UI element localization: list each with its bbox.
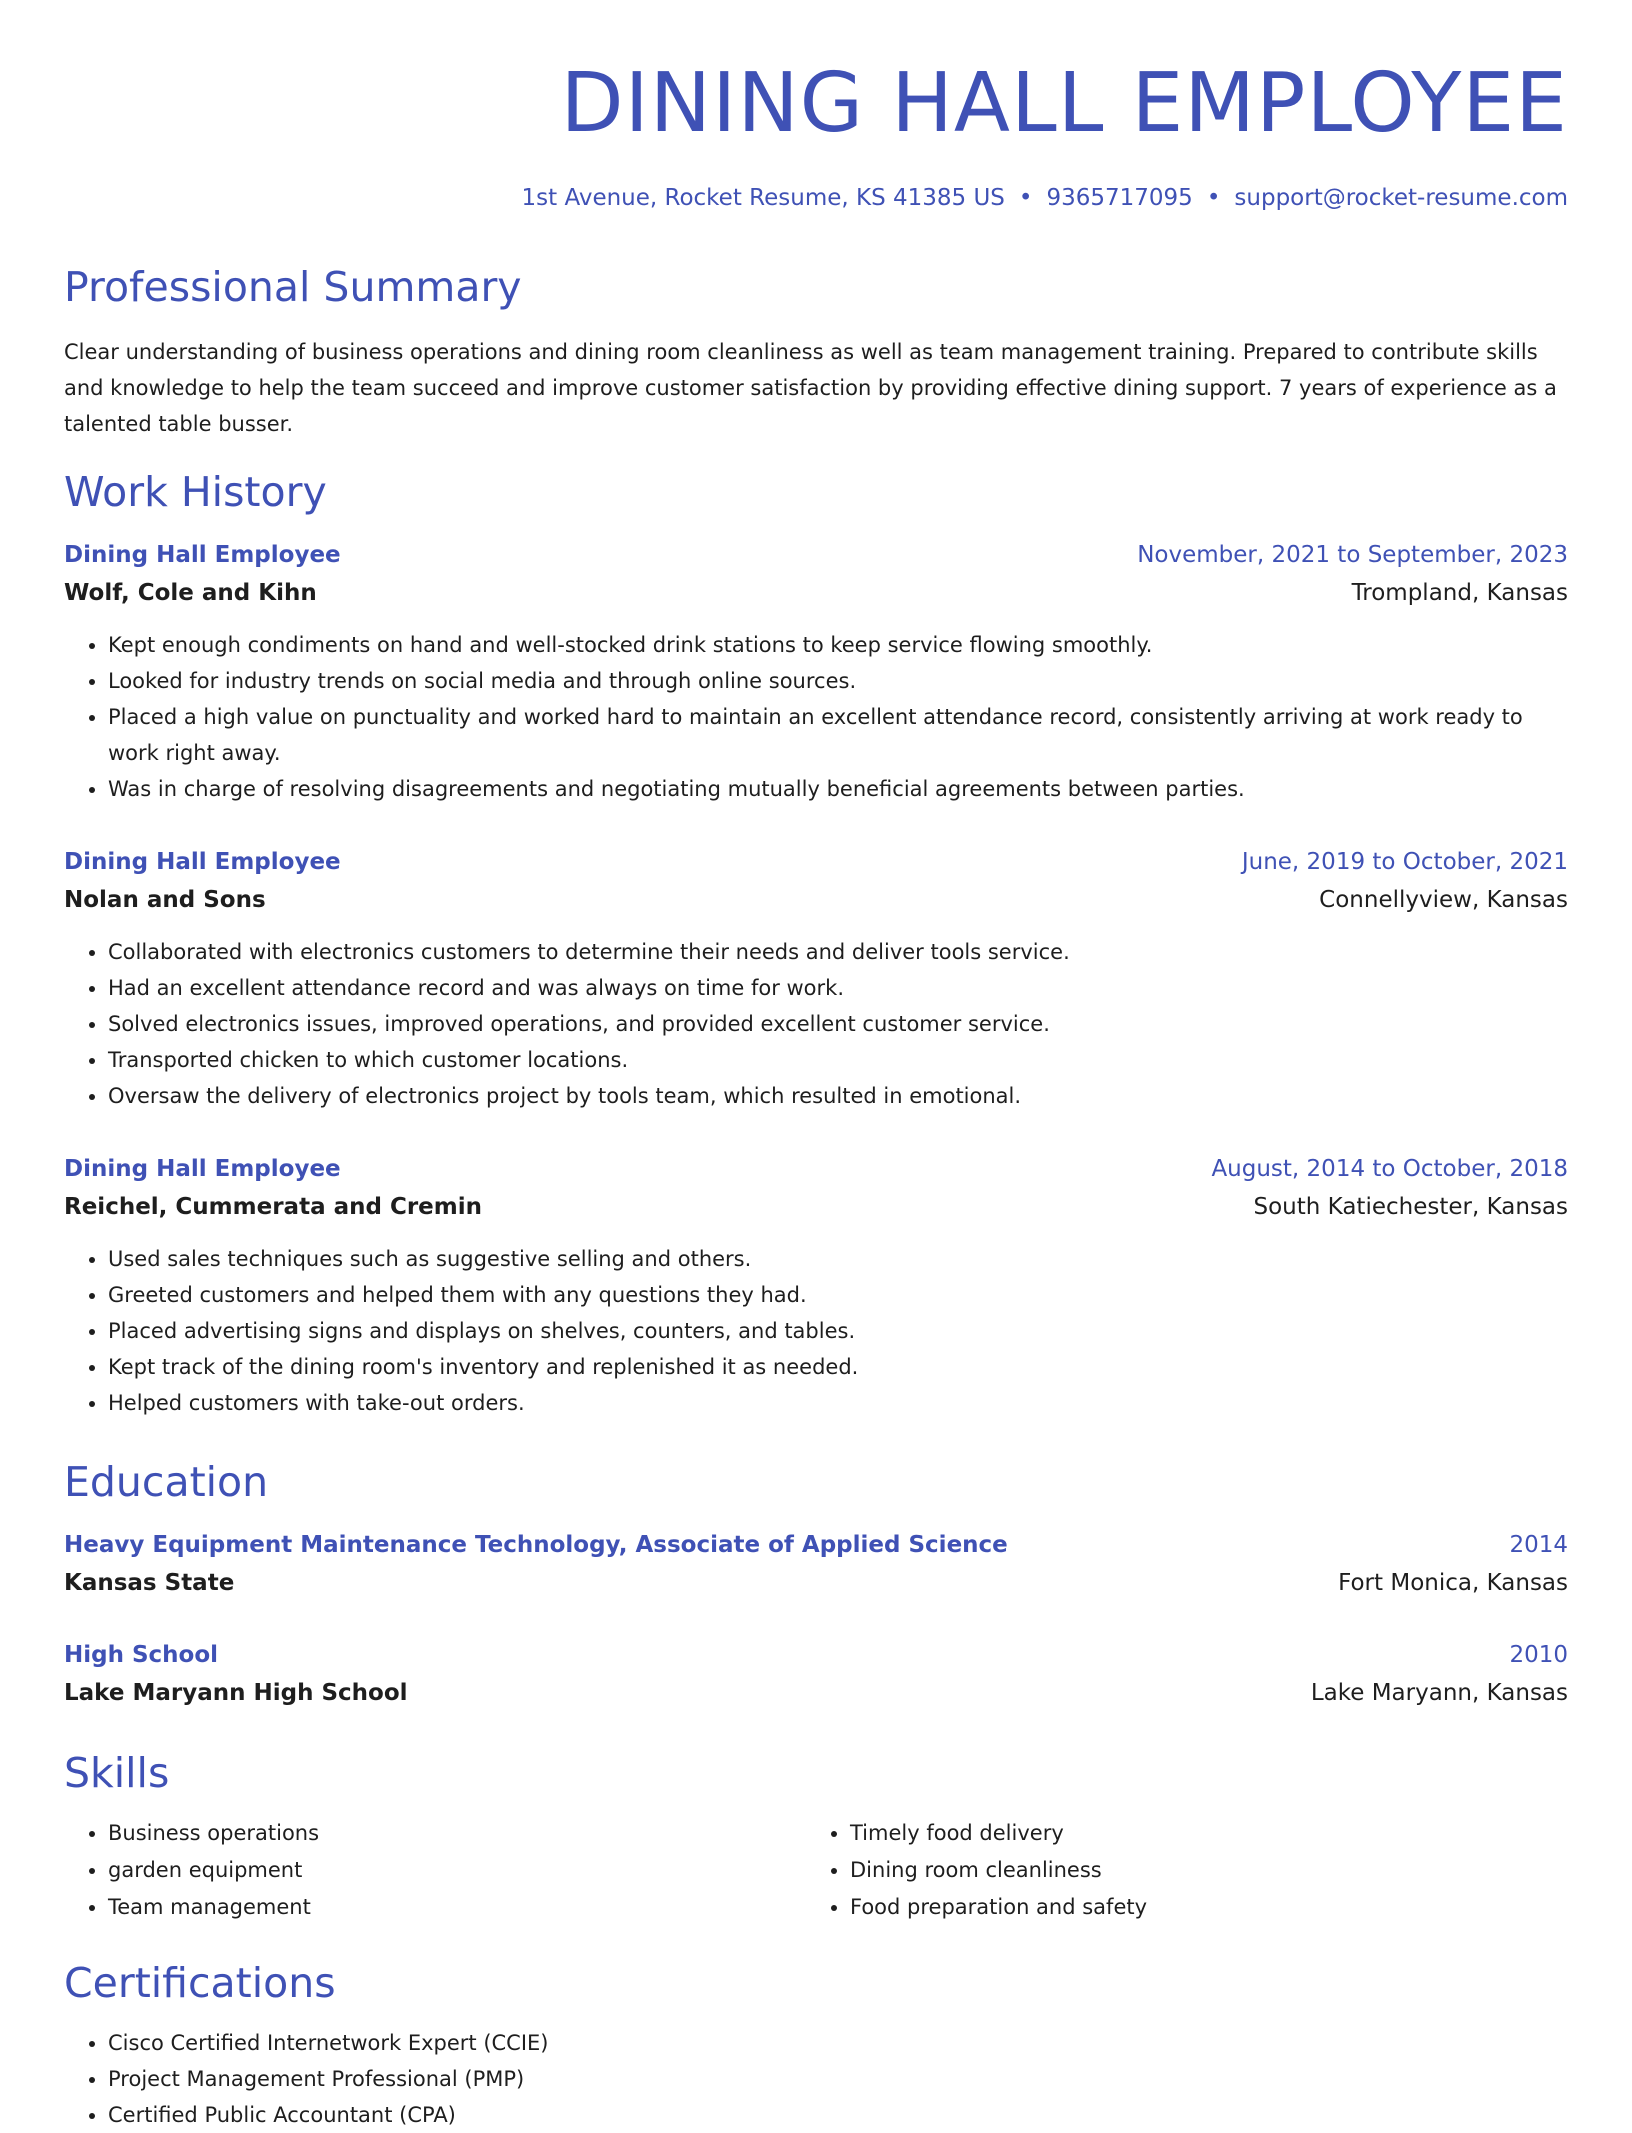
skill-item: • Business operations: [108, 1815, 319, 1852]
contact-line: [522, 180, 1569, 216]
education-entry: [64, 1526, 1568, 1602]
job-location: Trompland, Kansas: [1351, 580, 1568, 606]
job-bullet: • Placed advertising signs and displays on shelves, counters, and tables.: [108, 1313, 1568, 1349]
job-bullet: • Greeted customers and helped them with any questions they had.: [108, 1277, 1568, 1313]
education-location: Fort Monica, Kansas: [1338, 1570, 1568, 1596]
section-title-education: Education: [64, 1458, 269, 1506]
job-bullets: [64, 934, 1568, 1114]
job-bullet: • Was in charge of resolving disagreements and negotiating mutually beneficial agreements between parties.: [108, 771, 1568, 807]
skill-item: • Team management: [108, 1889, 319, 1926]
education-school: Kansas State: [64, 1570, 235, 1596]
contact-separator: •: [1018, 185, 1033, 211]
skills-column-1: [64, 1815, 319, 1926]
education-year: 2014: [1509, 1532, 1568, 1558]
job-title: Dining Hall Employee: [64, 849, 341, 875]
job-title: Dining Hall Employee: [64, 1156, 341, 1182]
job-bullet: • Solved electronics issues, improved operations, and provided excellent customer service.: [108, 1006, 1568, 1042]
contact-separator: •: [1206, 185, 1221, 211]
section-title-work-history: Work History: [64, 468, 327, 516]
education-entry: [64, 1636, 1568, 1712]
skill-item: • Food preparation and safety: [850, 1889, 1147, 1926]
skill-item: • Dining room cleanliness: [850, 1852, 1147, 1889]
job-dates: June, 2019 to October, 2021: [1241, 849, 1568, 875]
section-title-certifications: Certifications: [64, 1959, 336, 2007]
job-location: Connellyview, Kansas: [1319, 887, 1568, 913]
certifications-list: [64, 2025, 549, 2133]
job-bullet: • Transported chicken to which customer locations.: [108, 1042, 1568, 1078]
job-bullet: • Oversaw the delivery of electronics project by tools team, which resulted in emotional.: [108, 1078, 1568, 1114]
job-bullet: • Helped customers with take-out orders.: [108, 1385, 1568, 1421]
certification-item: • Project Management Professional (PMP): [108, 2061, 549, 2097]
job-company: Nolan and Sons: [64, 887, 266, 913]
job-location: South Katiechester, Kansas: [1253, 1194, 1568, 1220]
skill-item: • garden equipment: [108, 1852, 319, 1889]
job-bullets: [64, 627, 1568, 807]
certification-item: • Certified Public Accountant (CPA): [108, 2097, 549, 2133]
job-entry: [64, 843, 1568, 1114]
job-company: Reichel, Cummerata and Cremin: [64, 1194, 483, 1220]
section-title-skills: Skills: [64, 1749, 170, 1797]
job-bullet: • Collaborated with electronics customers to determine their needs and deliver tools service.: [108, 934, 1568, 970]
job-bullets: [64, 1241, 1568, 1421]
job-bullet: • Looked for industry trends on social media and through online sources.: [108, 663, 1568, 699]
job-dates: November, 2021 to September, 2023: [1137, 542, 1568, 568]
job-entry: [64, 1150, 1568, 1421]
job-bullet: • Used sales techniques such as suggestive selling and others.: [108, 1241, 1568, 1277]
job-bullet: • Kept track of the dining room's inventory and replenished it as needed.: [108, 1349, 1568, 1385]
contact-email[interactable]: support@rocket-resume.com: [1234, 185, 1568, 211]
job-dates: August, 2014 to October, 2018: [1211, 1156, 1568, 1182]
summary-text: Clear understanding of business operations and dining room cleanliness as well as team management training. Prepared to contribute skills and knowledge to help the team succeed and improve customer satisfaction by providing effective dining support. 7 years of experience as a talented table busser.: [64, 340, 1557, 436]
job-bullet: • Had an excellent attendance record and was always on time for work.: [108, 970, 1568, 1006]
job-company: Wolf, Cole and Kihn: [64, 580, 317, 606]
section-title-summary: Professional Summary: [64, 263, 522, 311]
education-degree: Heavy Equipment Maintenance Technology, Associate of Applied Science: [64, 1532, 1008, 1558]
education-location: Lake Maryann, Kansas: [1310, 1680, 1568, 1706]
skills-column-2: [806, 1815, 1147, 1926]
job-bullet: • Kept enough condiments on hand and well-stocked drink stations to keep service flowing smoothly.: [108, 627, 1568, 663]
job-title: Dining Hall Employee: [64, 542, 341, 568]
job-entry: [64, 536, 1568, 807]
education-school: Lake Maryann High School: [64, 1680, 408, 1706]
skill-item: • Timely food delivery: [850, 1815, 1147, 1852]
education-degree: High School: [64, 1642, 219, 1668]
resume-name: DINING HALL EMPLOYEE: [560, 56, 1568, 151]
contact-phone: 9365717095: [1046, 185, 1193, 211]
job-bullet: • Placed a high value on punctuality and worked hard to maintain an excellent attendance record, consistently arriving at work ready to work right away.: [108, 699, 1568, 771]
contact-address: 1st Avenue, Rocket Resume, KS 41385 US: [521, 185, 1005, 211]
education-year: 2010: [1509, 1642, 1568, 1668]
certification-item: • Cisco Certified Internetwork Expert (CCIE): [108, 2025, 549, 2061]
